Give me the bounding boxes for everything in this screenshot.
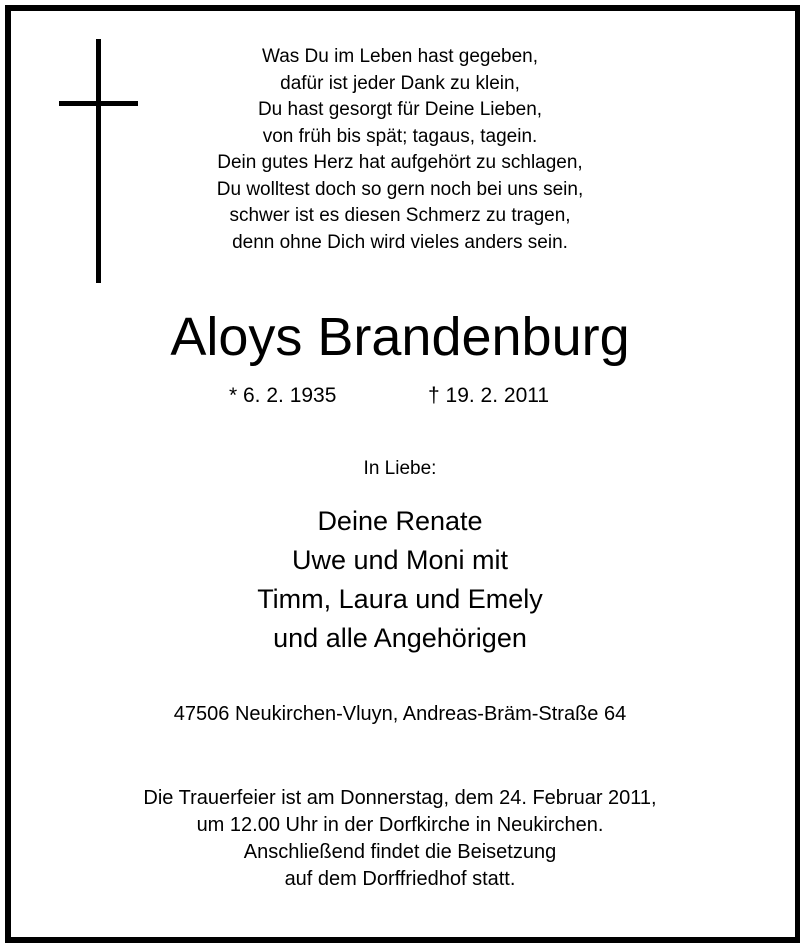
funeral-notice (0, 785, 800, 893)
memorial-poem (150, 44, 650, 256)
life-dates (0, 381, 800, 411)
family-address: 47506 Neukirchen-Vluyn, Andreas-Bräm-Straße 64 (173, 703, 627, 725)
poem-line: Dein gutes Herz hat aufgehört zu schlagen, (217, 152, 583, 173)
mourner-line: und alle Angehörigen (273, 623, 527, 653)
mourner-line: Uwe und Moni mit (291, 545, 509, 575)
cross-horizontal-bar (59, 101, 138, 106)
death-date: † 19. 2. 2011 (428, 384, 550, 407)
poem-line: denn ohne Dich wird vieles anders sein. (232, 231, 568, 253)
funeral-notice-line: Anschließend findet die Beisetzung (243, 841, 557, 863)
deceased-name: Aloys Brandenburg (170, 307, 630, 367)
funeral-notice-line: um 12.00 Uhr in der Dorfkirche in Neukirchen. (196, 814, 604, 836)
in-love-label: In Liebe: (363, 458, 437, 479)
poem-line: Was Du im Leben hast gegeben, (261, 46, 539, 67)
poem-line: dafür ist jeder Dank zu klein, (280, 72, 520, 94)
mourner-line: Deine Renate (317, 506, 483, 536)
funeral-notice-line: Die Trauerfeier ist am Donnerstag, dem 24. Februar 2011, (143, 787, 657, 809)
poem-line: Du wolltest doch so gern noch bei uns sein, (216, 178, 584, 200)
mourners-list (0, 502, 800, 658)
poem-line: schwer ist es diesen Schmerz zu tragen, (229, 205, 571, 226)
mourner-line: Timm, Laura und Emely (257, 584, 543, 614)
poem-line: Du hast gesorgt für Deine Lieben, (257, 99, 543, 120)
birth-date: * 6. 2. 1935 (229, 384, 337, 407)
cross-vertical-bar (96, 39, 101, 283)
poem-line: von früh bis spät; tagaus, tagein. (262, 125, 538, 147)
funeral-notice-line: auf dem Dorffriedhof statt. (284, 868, 516, 890)
